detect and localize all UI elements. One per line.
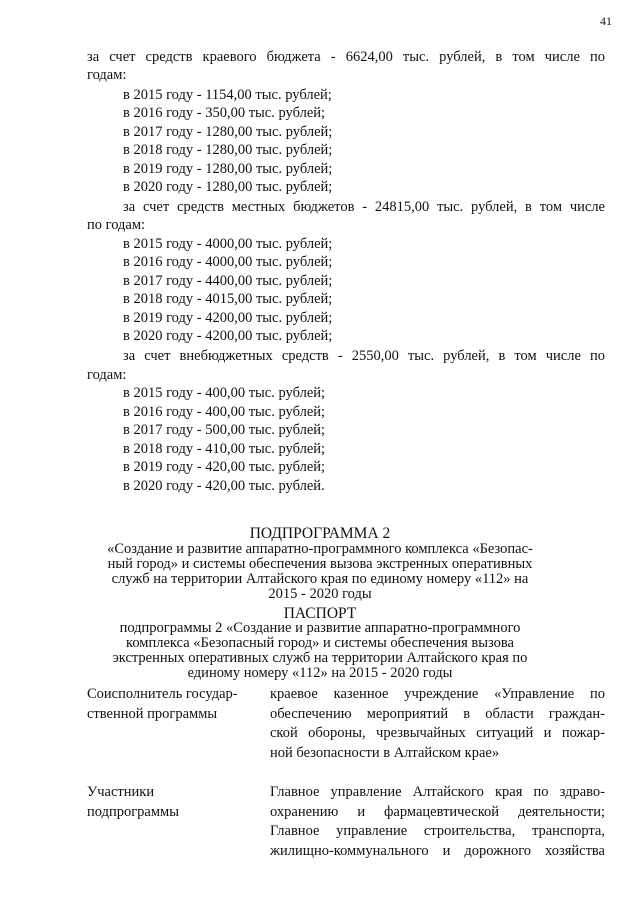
local-year-2018: в 2018 году - 4015,00 тыс. рублей; [123,291,333,307]
regional-year-2019: в 2019 году - 1280,00 тыс. рублей; [123,161,333,177]
passport-subtitle-line: экстренных оперативных служб на территории Алтайского края по [112,650,528,666]
passport-table [87,685,605,861]
extra-budget-heading-cont: годам: [87,367,127,383]
extra-year-2018: в 2018 году - 410,00 тыс. рублей; [123,441,326,457]
value-line: ной безопасности в Алтайском крае» [270,744,500,761]
local-year-2015: в 2015 году - 4000,00 тыс. рублей; [123,236,333,252]
value-line: краевое казенное учреждение «Управление по [270,686,605,702]
local-year-2020: в 2020 году - 4200,00 тыс. рублей; [123,328,333,344]
regional-year-2016: в 2016 году - 350,00 тыс. рублей; [123,105,326,121]
subprogram-subtitle-line: «Создание и развитие аппаратно-программного комплекса «Безопас- [107,541,533,557]
passport-subtitle-line: единому номеру «112» на 2015 - 2020 годы [187,665,453,681]
value-line: Главное управление строительства, транспорта, [270,823,605,839]
value-line: Главное управление Алтайского края по здраво- [270,784,605,800]
value-line: ской обороны, чрезвычайных ситуаций и пожар- [270,725,605,741]
local-year-2019: в 2019 году - 4200,00 тыс. рублей; [123,310,333,326]
extra-budget-heading: за счет внебюджетных средств - 2550,00 тыс. рублей, в том числе по [123,348,605,364]
passport-row-label [87,783,270,861]
subprogram-subtitle-line: ный город» и системы обеспечения вызова экстренных оперативных [107,556,533,572]
value-line: охранению и фармацевтической деятельности; [270,803,605,820]
extra-year-2019: в 2019 году - 420,00 тыс. рублей; [123,459,326,475]
passport-row-label [87,685,270,763]
regional-year-2017: в 2017 году - 1280,00 тыс. рублей; [123,124,333,140]
passport-title: ПАСПОРТ [283,605,357,622]
passport-row-participants [87,783,605,861]
local-year-2016: в 2016 году - 4000,00 тыс. рублей; [123,254,333,270]
subprogram-title: ПОДПРОГРАММА 2 [249,525,391,542]
label-line: ственной программы [87,705,218,722]
regional-year-2020: в 2020 году - 1280,00 тыс. рублей; [123,179,333,195]
value-line: обеспечению мероприятий в области граждан- [270,705,605,722]
local-year-2017: в 2017 году - 4400,00 тыс. рублей; [123,273,333,289]
passport-row-value [270,783,605,861]
passport-subtitle-line: комплекса «Безопасный город» и системы обеспечения вызова [126,635,514,651]
extra-year-2020: в 2020 году - 420,00 тыс. рублей. [123,478,325,494]
label-line: подпрограммы [87,803,179,820]
passport-row-coexecutor [87,685,605,763]
subprogram-subtitle-line: 2015 - 2020 годы [268,586,372,602]
passport-subtitle-line: подпрограммы 2 «Создание и развитие аппаратно-программного [119,620,521,636]
regional-budget-heading-cont: годам: [87,67,127,83]
regional-year-2018: в 2018 году - 1280,00 тыс. рублей; [123,142,333,158]
regional-budget-heading: за счет средств краевого бюджета - 6624,00 тыс. рублей, в том числе по [87,49,605,65]
extra-year-2017: в 2017 году - 500,00 тыс. рублей; [123,422,326,438]
regional-year-2015: в 2015 году - 1154,00 тыс. рублей; [123,87,332,103]
label-line: Соисполнитель государ- [87,686,238,702]
label-line: Участники [87,784,155,800]
local-budget-heading: за счет средств местных бюджетов - 24815,00 тыс. рублей, в том числе [123,199,605,215]
local-budget-heading-cont: по годам: [87,217,146,233]
extra-year-2015: в 2015 году - 400,00 тыс. рублей; [123,385,326,401]
page-number: 41 [600,14,612,28]
subprogram-subtitle-line: служб на территории Алтайского края по единому номеру «112» на [111,571,529,587]
value-line: жилищно-коммунального и дорожного хозяйства [270,842,605,859]
passport-row-value [270,685,605,763]
extra-year-2016: в 2016 году - 400,00 тыс. рублей; [123,404,326,420]
